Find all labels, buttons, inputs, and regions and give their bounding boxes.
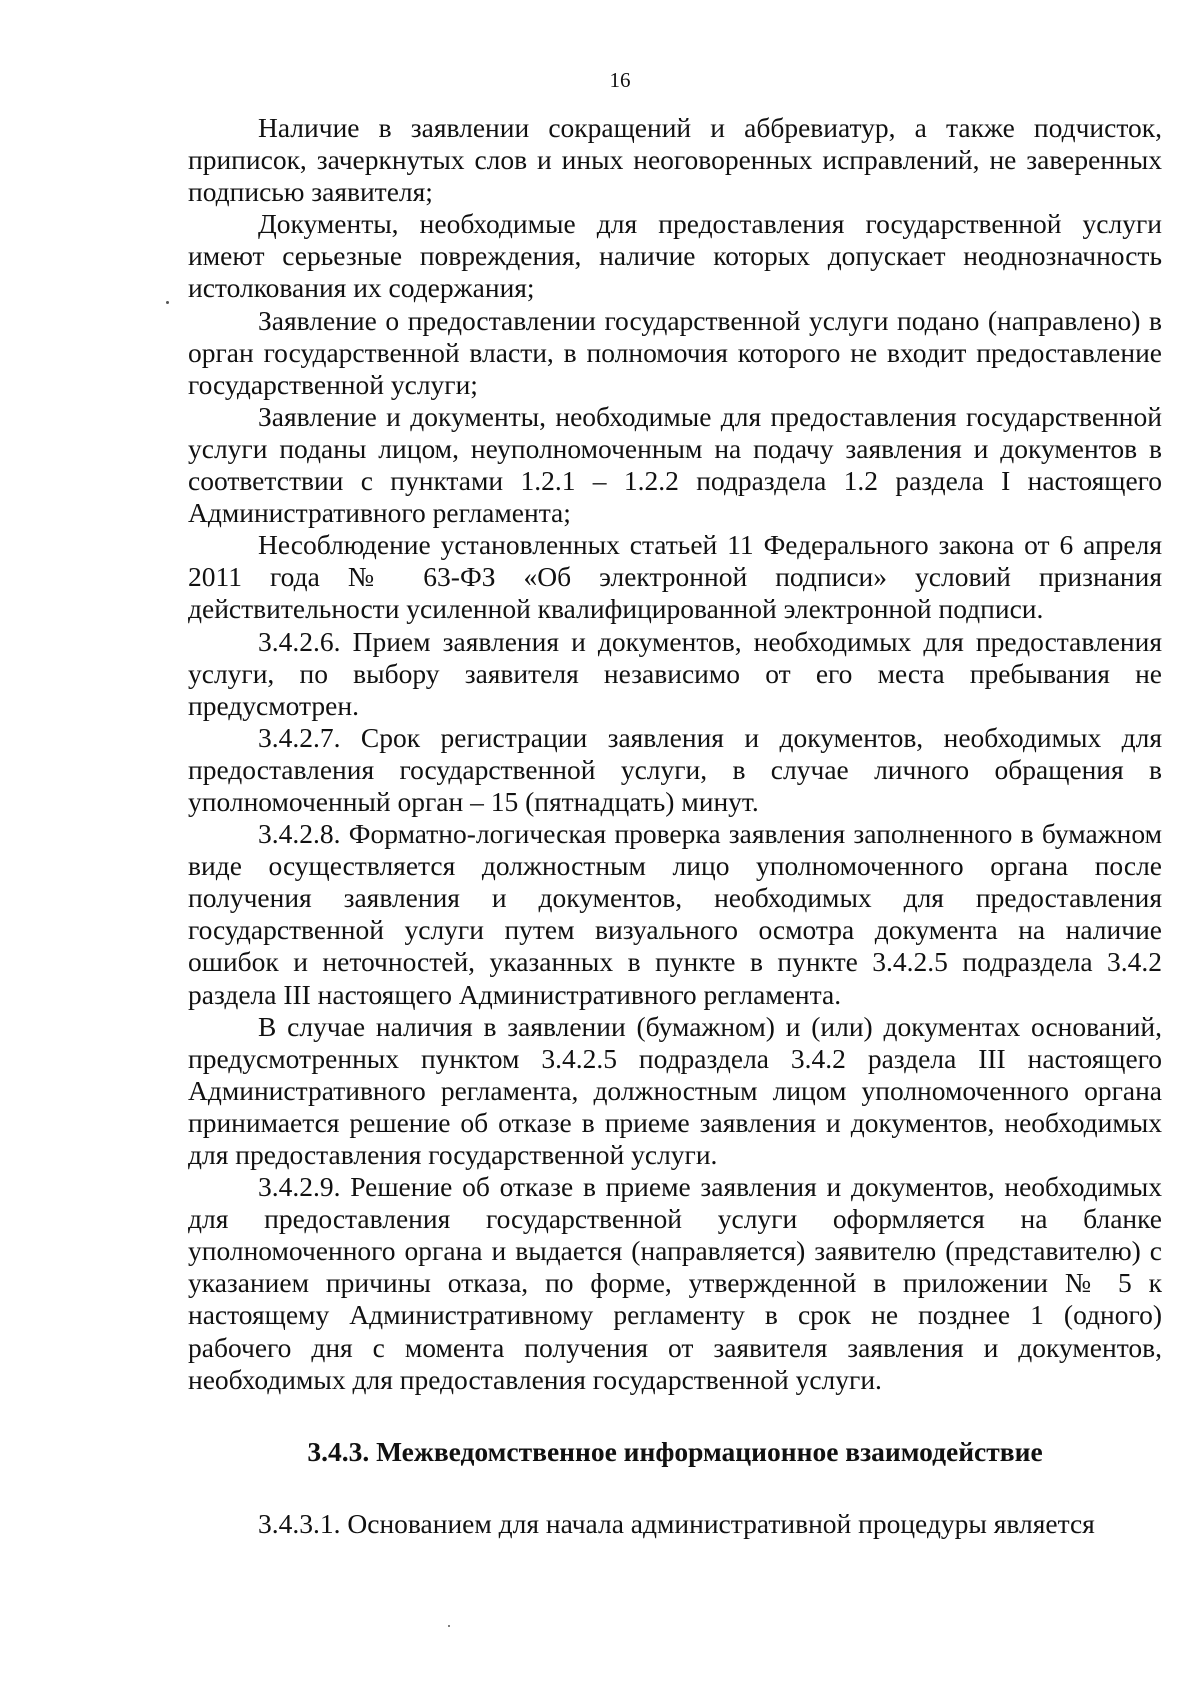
paragraph: 3.4.2.9. Решение об отказе в приеме заявления и документов, необходимых для предоставления государственной услуги оформляется на бланке уполномоченного органа и выдается (направляется) заявителю (представителю) с указанием причины отказа, по форме, утвержденной в приложении № 5 к настоящему Административному регламенту в срок не позднее 1 (одного) рабочего дня с момента получения от заявителя заявления и документов, необходимых для предоставления государственной услуги. — [188, 1171, 1162, 1395]
scan-speck — [448, 1625, 450, 1627]
paragraph: 3.4.3.1. Основанием для начала административной процедуры является — [258, 1507, 1095, 1539]
paragraph: 3.4.2.7. Срок регистрации заявления и документов, необходимых для предоставления государственной услуги, в случае личного обращения в уполномоченный орган – 15 (пятнадцать) минут. — [188, 721, 1162, 817]
paragraph: Наличие в заявлении сокращений и аббревиатур, а также подчисток, приписок, зачеркнутых слов и иных неоговоренных исправлений, не заверенных подписью заявителя; — [188, 112, 1162, 208]
paragraph: Заявление о предоставлении государственной услуги подано (направлено) в орган государственной власти, в полномочия которого не входит предоставление государственной услуги; — [188, 304, 1162, 400]
paragraph: Заявление и документы, необходимые для предоставления государственной услуги поданы лицом, неуполномоченным на подачу заявления и документов в соответствии с пунктами 1.2.1 – 1.2.2 подраздела 1.2 раздела I настоящего Административного регламента; — [188, 400, 1162, 529]
scan-speck — [166, 301, 169, 304]
paragraph: Документы, необходимые для предоставления государственной услуги имеют серьезные повреждения, наличие которых допускает неоднозначность истолкования их содержания; — [188, 208, 1162, 304]
paragraph: 3.4.2.8. Форматно-логическая проверка заявления заполненного в бумажном виде осуществляется должностным лицо уполномоченного органа после получения заявления и документов, необходимых для предоставления государственной услуги путем визуального осмотра документа на наличие ошибок и неточностей, указанных в пункте в пункте 3.4.2.5 подраздела 3.4.2 раздела III настоящего Административного регламента. — [188, 818, 1162, 1010]
page-number: 16 — [609, 68, 631, 92]
paragraph: В случае наличия в заявлении (бумажном) и (или) документах оснований, предусмотренных пунктом 3.4.2.5 подраздела 3.4.2 раздела III настоящего Административного регламента, должностным лицом уполномоченного органа принимается решение об отказе в приеме заявления и документов, необходимых для предоставления государственной услуги. — [188, 1010, 1162, 1170]
section-heading: 3.4.3. Межведомственное информационное взаимодействие — [307, 1435, 1043, 1467]
paragraph: 3.4.2.6. Прием заявления и документов, необходимых для предоставления услуги, по выбору заявителя независимо от его места пребывания не предусмотрен. — [188, 625, 1162, 721]
paragraph: Несоблюдение установленных статьей 11 Федерального закона от 6 апреля 2011 года № 63-ФЗ «Об электронной подписи» условий признания действительности усиленной квалифицированной электронной подписи. — [188, 529, 1162, 625]
document-body — [188, 112, 1162, 1540]
